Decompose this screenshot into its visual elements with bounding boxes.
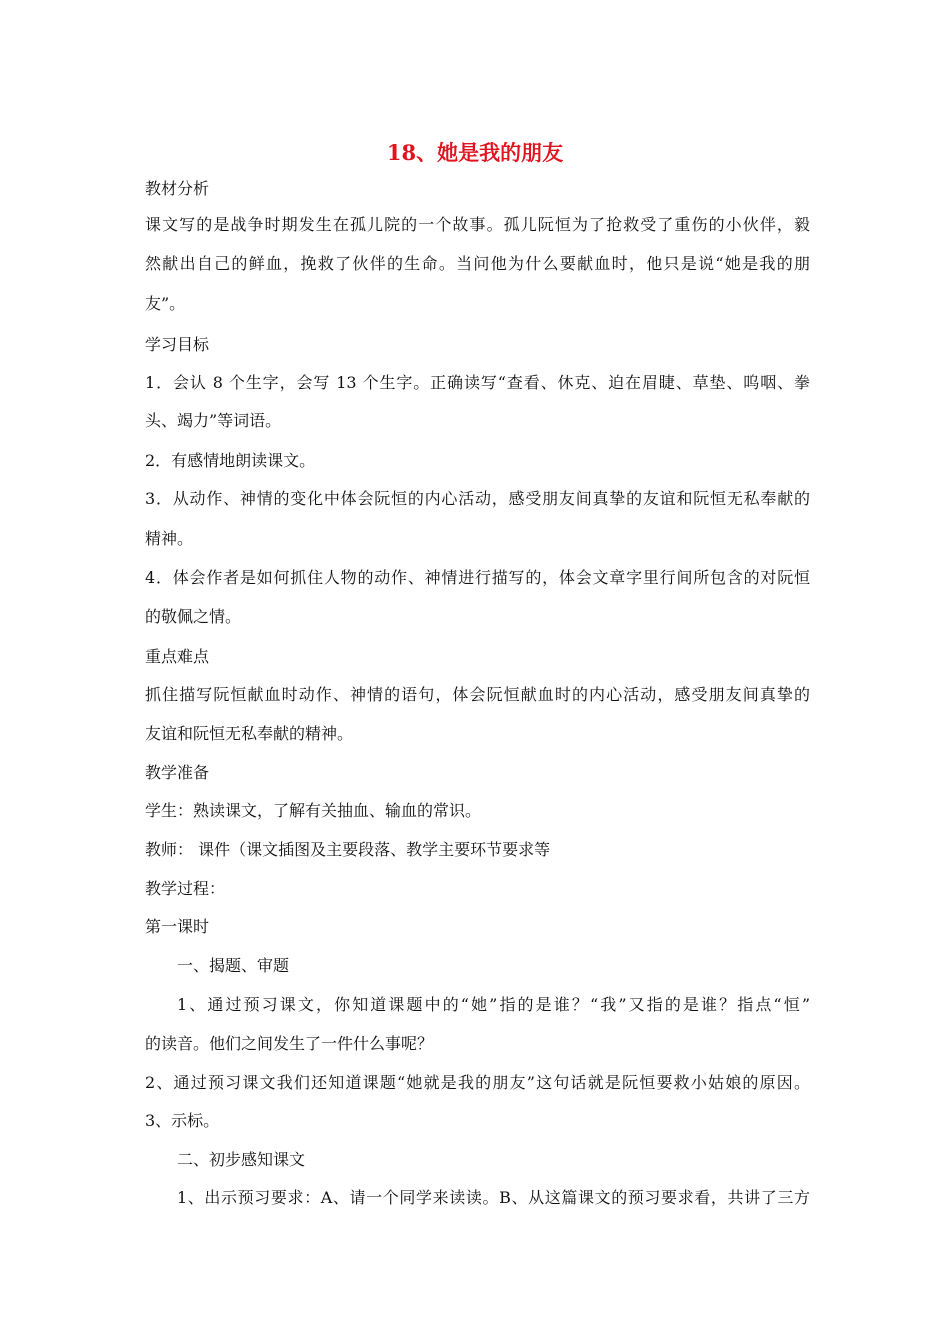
paragraph-line: 教师： 课件（课文插图及主要段落、教学主要环节要求等 — [145, 840, 551, 859]
list-item: 3．从动作、神情的变化中体会阮恒的内心活动，感受朋友间真挚的友谊和阮恒无私奉献的 — [145, 489, 810, 508]
section-heading-key-points: 重点难点 — [145, 647, 210, 666]
paragraph-line: 1、出示预习要求：A、请一个同学来读读。B、从这篇课文的预习要求看，共讲了三方 — [177, 1188, 810, 1207]
list-item: 1．会认 8 个生字，会写 13 个生字。正确读写“查看、休克、迫在眉睫、草垫、呜咽、拳 — [145, 373, 810, 392]
paragraph-line: 友”。 — [145, 294, 186, 313]
paragraph-line: 3、示标。 — [145, 1111, 220, 1130]
paragraph-line: 然献出自己的鲜血，挽救了伙伴的生命。当问他为什么要献血时，他只是说“她是我的朋 — [145, 254, 810, 273]
list-item-continuation: 精神。 — [145, 529, 194, 548]
step-heading: 一、揭题、审题 — [177, 956, 290, 975]
list-item-continuation: 头、竭力”等词语。 — [145, 411, 282, 430]
paragraph-line: 友谊和阮恒无私奉献的精神。 — [145, 724, 354, 743]
list-item: 2．有感情地朗读课文。 — [145, 451, 316, 470]
list-item-continuation: 的敬佩之情。 — [145, 607, 242, 626]
step-heading: 二、初步感知课文 — [177, 1150, 306, 1169]
section-heading-learning-goals: 学习目标 — [145, 335, 210, 354]
section-heading-textbook-analysis: 教材分析 — [145, 179, 210, 198]
paragraph-line: 课文写的是战争时期发生在孤儿院的一个故事。孤儿阮恒为了抢救受了重伤的小伙伴，毅 — [145, 215, 810, 234]
paragraph-line: 的读音。他们之间发生了一件什么事呢？ — [145, 1034, 434, 1053]
paragraph-line: 1、通过预习课文，你知道课题中的“她”指的是谁？“我”又指的是谁？指点“恒” — [177, 995, 810, 1014]
list-item: 4．体会作者是如何抓住人物的动作、神情进行描写的，体会文章字里行间所包含的对阮恒 — [145, 568, 810, 587]
paragraph-line: 抓住描写阮恒献血时动作、神情的语句，体会阮恒献血时的内心活动，感受朋友间真挚的 — [145, 685, 810, 704]
lesson-title: 18、她是我的朋友 — [386, 140, 564, 165]
section-heading-preparation: 教学准备 — [145, 763, 210, 782]
paragraph-line: 学生：熟读课文，了解有关抽血、输血的常识。 — [145, 801, 482, 820]
paragraph-line: 2、通过预习课文我们还知道课题“她就是我的朋友”这句话就是阮恒要救小姑娘的原因。 — [145, 1073, 810, 1092]
section-heading-teaching-process: 教学过程： — [145, 879, 226, 898]
subsection-heading-first-lesson: 第一课时 — [145, 917, 210, 936]
